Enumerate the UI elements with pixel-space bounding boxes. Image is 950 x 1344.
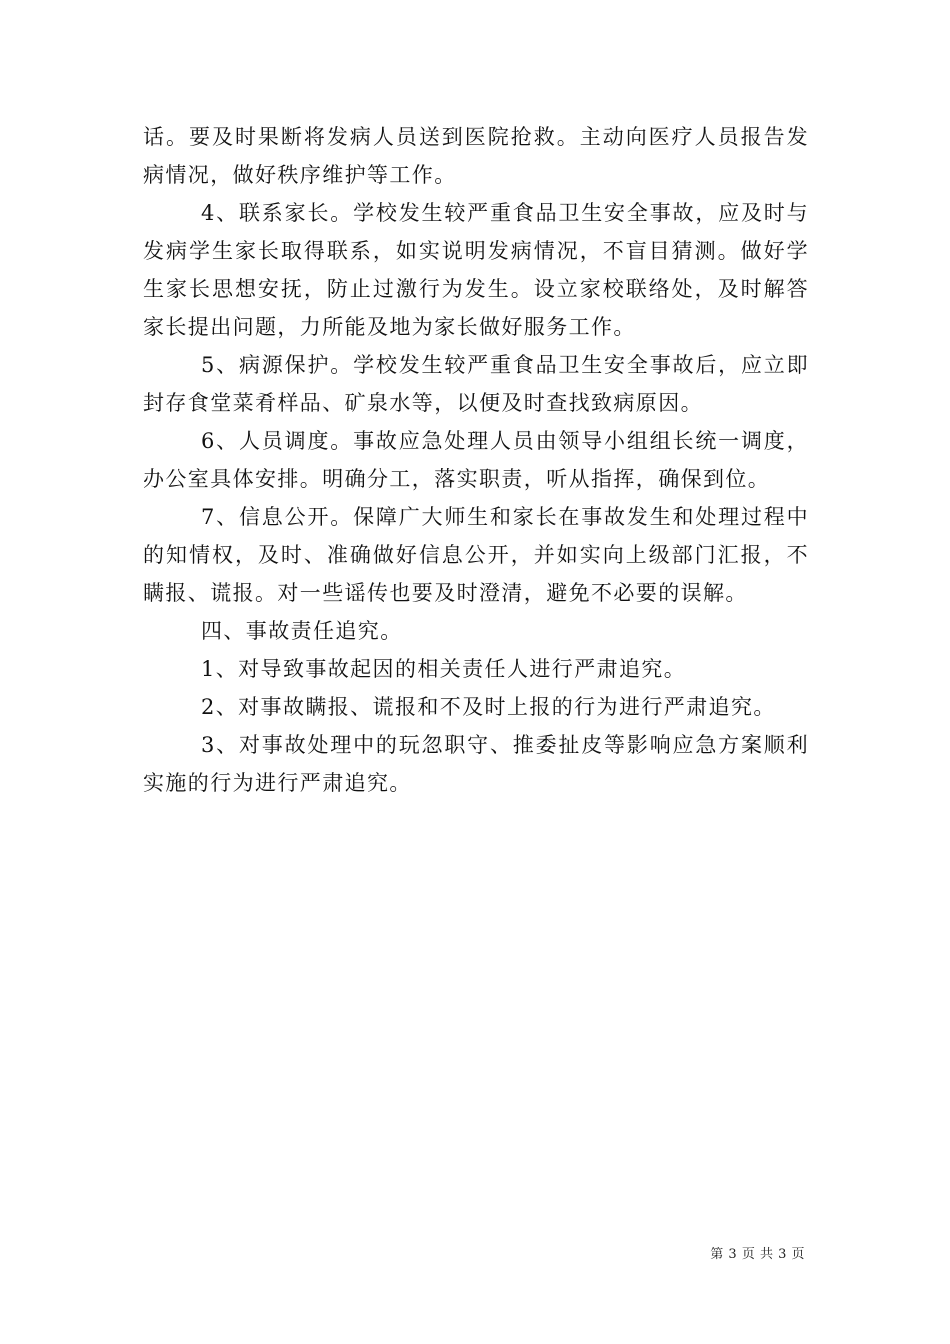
paragraph-continuation: 话。要及时果断将发病人员送到医院抢救。主动向医疗人员报告发病情况，做好秩序维护等工作。 [143, 125, 809, 187]
page-number-footer: 第 3 页 共 3 页 [710, 1247, 805, 1262]
paragraph-information-disclosure: 7、信息公开。保障广大师生和家长在事故发生和处理过程中的知情权，及时、准确做好信息公开，并如实向上级部门汇报，不瞒报、谎报。对一些谣传也要及时澄清，避免不必要的误解。 [143, 505, 809, 605]
paragraph-personnel-dispatch: 6、人员调度。事故应急处理人员由领导小组组长统一调度，办公室具体安排。明确分工，落实职责，听从指挥，确保到位。 [143, 429, 809, 491]
paragraph-accountability-2: 2、对事故瞒报、谎报和不及时上报的行为进行严肃追究。 [201, 695, 776, 719]
paragraph-accountability-3: 3、对事故处理中的玩忽职守、推委扯皮等影响应急方案顺利实施的行为进行严肃追究。 [143, 733, 809, 795]
paragraph-accountability-1: 1、对导致事故起因的相关责任人进行严肃追究。 [201, 657, 687, 681]
paragraph-source-protection: 5、病源保护。学校发生较严重食品卫生安全事故后，应立即封存食堂菜肴样品、矿泉水等，以便及时查找致病原因。 [143, 353, 809, 415]
paragraph-contact-parents: 4、联系家长。学校发生较严重食品卫生安全事故，应及时与发病学生家长取得联系，如实说明发病情况，不盲目猜测。做好学生家长思想安抚，防止过激行为发生。设立家校联络处，及时解答家长提出问题，力所能及地为家长做好服务工作。 [143, 201, 809, 339]
section-heading-accountability: 四、事故责任追究。 [201, 619, 403, 643]
document-body [143, 118, 809, 802]
